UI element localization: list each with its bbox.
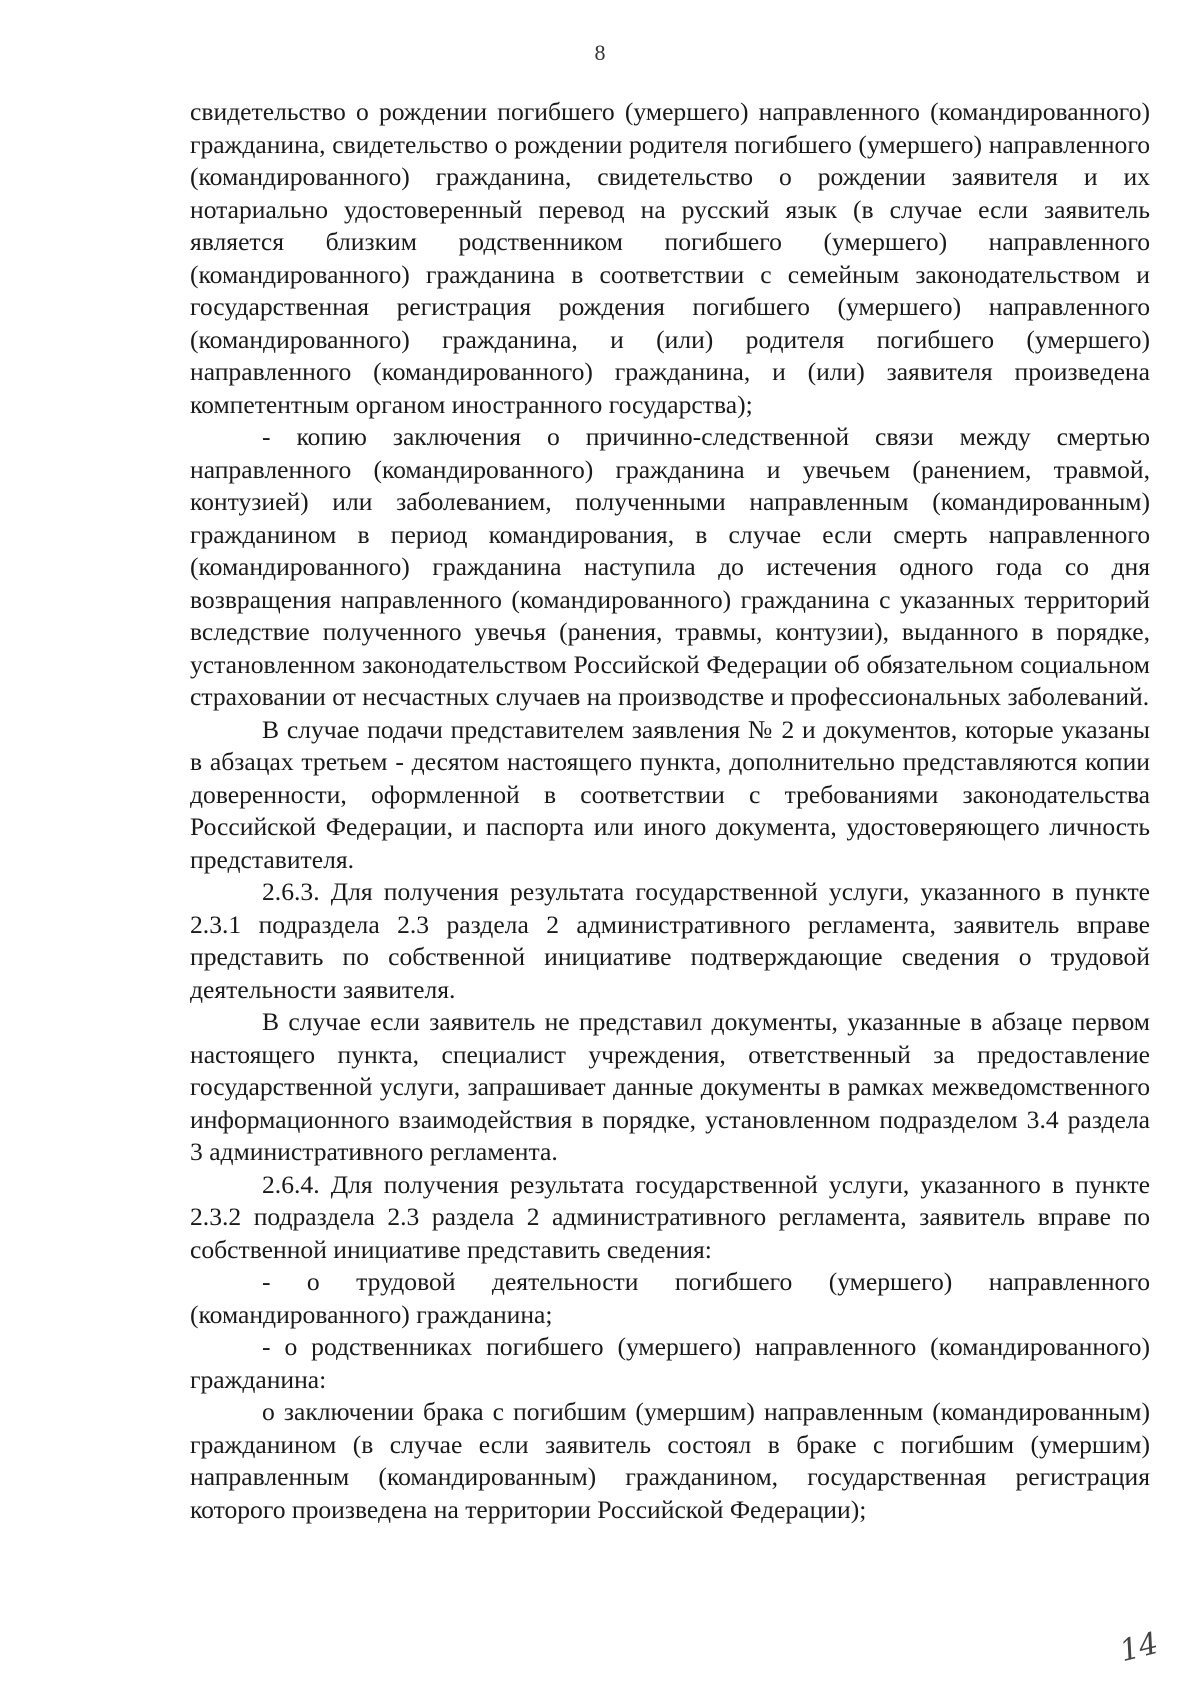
list-item-labor-activity: - о трудовой деятельности погибшего (умершего) направленного (командированного) гражданина; <box>190 1267 1150 1329</box>
paragraph-2-6-3: 2.6.3. Для получения результата государственной услуги, указанного в пункте 2.3.1 подраздела 2.3 раздела 2 административного регламента, заявитель вправе представить по собственной инициативе подтверждающие сведения о трудовой деятельности заявителя. <box>190 877 1150 1004</box>
paragraph-causal-link-conclusion: - копию заключения о причинно-следственной связи между смертью направленного (командированного) гражданина и увечьем (ранением, травмой, контузией) или заболеванием, полученными направленным (командированным) гражданином в период командирования, в случае если смерть направленного (командированного) гражданина наступила до истечения одного года со дня возвращения направленного (командированного) гражданина с указанных территорий вследствие полученного увечья (ранения, травмы, контузии), выданного в порядке, установленном законодательством Российской Федерации об обязательном социальном страховании от несчастных случаев на производстве и профессиональных заболеваний. <box>190 422 1150 711</box>
paragraph-marriage-registration: о заключении брака с погибшим (умершим) направленным (командированным) гражданином (в случае если заявитель состоял в браке с погибшим (умершим) направленным (командированным) гражданином, государственная регистрация которого произведена на территории Российской Федерации); <box>190 1397 1150 1524</box>
page-number: 8 <box>594 40 606 65</box>
paragraph-birth-certificates: свидетельство о рождении погибшего (умершего) направленного (командированного) гражданина, свидетельство о рождении родителя погибшего (умершего) направленного (командированного) гражданина, свидетельство о рождении заявителя и их нотариально удостоверенный перевод на русский язык (в случае если заявитель является близким родственником погибшего (умершего) направленного (командированного) гражданина в соответствии с семейным законодательством и государственная регистрация рождения погибшего (умершего) направленного (командированного) гражданина, и (или) родителя погибшего (умершего) направленного (командированного) гражданина, и (или) заявителя произведена компетентным органом иностранного государства); <box>190 97 1150 419</box>
document-body <box>190 96 1150 1526</box>
paragraph-2-6-4: 2.6.4. Для получения результата государственной услуги, указанного в пункте 2.3.2 подраздела 2.3 раздела 2 административного регламента, заявитель вправе по собственной инициативе представить сведения: <box>190 1169 1150 1264</box>
paragraph-interagency-request: В случае если заявитель не представил документы, указанные в абзаце первом настоящего пункта, специалист учреждения, ответственный за предоставление государственной услуги, запрашивает данные документы в рамках межведомственного информационного взаимодействия в порядке, установленном подразделом 3.4 раздела 3 административного регламента. <box>190 1007 1150 1166</box>
paragraph-representative-documents: В случае подачи представителем заявления № 2 и документов, которые указаны в абзацах третьем - десятом настоящего пункта, дополнительно представляются копии доверенности, оформленной в соответствии с требованиями законодательства Российской Федерации, и паспорта или иного документа, удостоверяющего личность представителя. <box>190 714 1150 874</box>
handwritten-sheet-number: 14 <box>1116 1625 1162 1670</box>
list-item-relatives: - о родственниках погибшего (умершего) направленного (командированного) гражданина: <box>190 1332 1150 1394</box>
